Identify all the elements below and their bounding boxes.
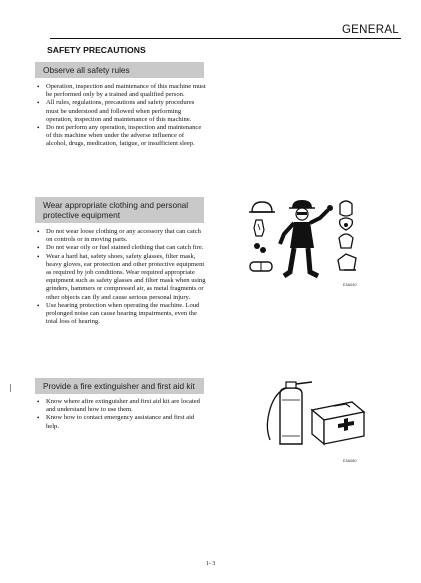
list-item: • Do not perform any operation, inspection and maintenance of this machine when under the adverse influence of alcohol, drugs, medication, fatigue, or insufficient sleep. — [36, 124, 206, 149]
page-header — [0, 0, 421, 44]
header-title: GENERAL — [341, 24, 399, 36]
figure-caption: E3A080 — [343, 459, 357, 463]
list-item: • Know where afire extinguisher and first aid kit are located and understand how to use them. — [36, 398, 206, 414]
figure-caption: E3A040 — [343, 283, 357, 287]
list-item: • Operation, inspection and maintenance of this machine must be performed only by a trained and qualified person. — [36, 83, 206, 99]
header-rule — [50, 38, 401, 39]
protective-equipment-list — [36, 228, 206, 326]
margin-mark — [10, 384, 11, 392]
list-item: • Do not wear oily or fuel stained clothing that can catch fire. — [36, 244, 206, 252]
fire-extinguisher-first-aid-icon — [258, 380, 368, 450]
page-number: 1- 3 — [205, 561, 216, 567]
safety-rules-heading: Observe all safety rules — [35, 62, 204, 78]
list-item: • Use hearing protection when operating the machine. Loud prolonged noise can cause hearing impairments, even the total loss of hearing. — [36, 302, 206, 327]
safety-rules-list — [36, 83, 206, 149]
fire-extinguisher-list — [36, 398, 206, 431]
list-item: • Do not wear loose clothing or any accessory that can catch on controls or in moving parts. — [36, 228, 206, 244]
list-item: • Wear a hard hat, safety shoes, safety glasses, filter mask, heavy gloves, ear protection and other protective equipment as required by job conditions. Wear required appropriate equipment such as safety glasses and filter mask when using grinders, hammers or compressed air, as metal fragments or other objects can fly and cause serious personal injury. — [36, 253, 206, 302]
section-title: SAFETY PRECAUTIONS — [47, 45, 146, 55]
list-item: • All rules, regulations, precautions and safety procedures must be understood and followed when performing operation, inspection and maintenance of this machine. — [36, 99, 206, 124]
protective-equipment-icon — [244, 198, 374, 283]
fire-extinguisher-heading: Provide a fire extinguisher and first aid kit — [35, 378, 204, 394]
protective-equipment-heading: Wear appropriate clothing and personal protective equipment — [35, 197, 204, 223]
list-item: • Know how to contact emergency assistance and first aid help. — [36, 414, 206, 430]
